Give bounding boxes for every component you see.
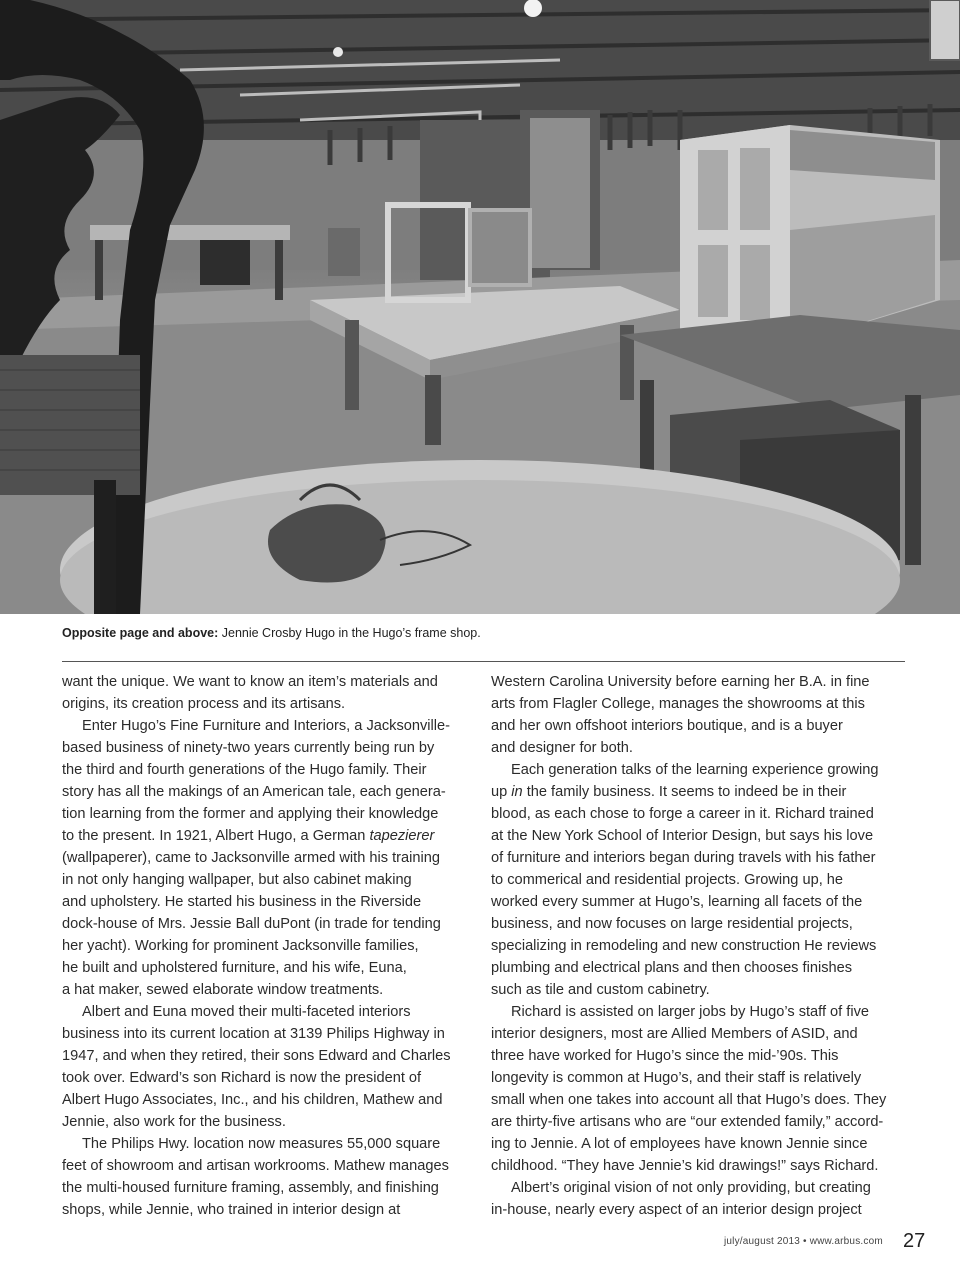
text-line: tion learning from the former and applying their knowledge (62, 806, 439, 822)
text-line: Enter Hugo’s Fine Furniture and Interiors, a Jacksonville- (82, 718, 450, 734)
text-line: based business of ninety-two years currently being run by (62, 740, 435, 756)
text-line: such as tile and custom cabinetry. (491, 982, 710, 998)
text-line: worked every summer at Hugo’s, learning all facets of the (491, 894, 863, 910)
text-line: small when one takes into account all that Hugo’s does. They (491, 1092, 887, 1108)
text-line: business into its current location at 3139 Philips Highway in (62, 1026, 445, 1042)
text-line: the multi-housed furniture framing, assembly, and finishing (62, 1180, 439, 1196)
italic-term: tapezierer (369, 828, 435, 844)
text-line: Each generation talks of the learning experience growing (511, 762, 879, 778)
text-line: and designer for both. (491, 740, 633, 756)
text-line: in-house, nearly every aspect of an interior design project (491, 1202, 862, 1218)
text-line: in not only hanging wallpaper, but also cabinet making (62, 872, 412, 888)
text-line: arts from Flagler College, manages the showrooms at this (491, 696, 865, 712)
text-line: The Philips Hwy. location now measures 55,000 square (82, 1136, 441, 1152)
text-line: a hat maker, sewed elaborate window treatments. (62, 982, 384, 998)
text-line: interior designers, most are Allied Members of ASID, and (491, 1026, 858, 1042)
text-line: shops, while Jennie, who trained in interior design at (62, 1202, 401, 1218)
text-line: childhood. “They have Jennie’s kid drawings!” says Richard. (491, 1158, 879, 1174)
text-line: Jennie, also work for the business. (62, 1114, 286, 1130)
text-line: three have worked for Hugo’s since the mid-’90s. This (491, 1048, 839, 1064)
text-run: up (491, 784, 512, 800)
caption-text: Jennie Crosby Hugo in the Hugo’s frame shop. (218, 626, 481, 640)
caption-lead: Opposite page and above: (62, 626, 219, 640)
photo-caption (62, 626, 922, 640)
text-line (62, 825, 467, 847)
text-line: Richard is assisted on larger jobs by Hugo’s staff of five (511, 1004, 869, 1020)
text-line: Albert Hugo Associates, Inc., and his children, Mathew and (62, 1092, 443, 1108)
caption-divider (62, 661, 905, 662)
text-line: he built and upholstered furniture, and his wife, Euna, (62, 960, 407, 976)
article-right-column (491, 671, 896, 1221)
text-line: Albert’s original vision of not only providing, but creating (511, 1180, 871, 1196)
text-line: longevity is common at Hugo’s, and their staff is relatively (491, 1070, 862, 1086)
text-line: specializing in remodeling and new construction He reviews (491, 938, 877, 954)
text-line: and her own offshoot interiors boutique, and is a buyer (491, 718, 843, 734)
text-line: at the New York School of Interior Design, but says his love (491, 828, 874, 844)
italic-term: in (511, 784, 523, 800)
text-line: want the unique. We want to know an item’s materials and (62, 674, 438, 690)
text-line: business, and now focuses on large residential projects, (491, 916, 853, 932)
text-line: origins, its creation process and its artisans. (62, 696, 346, 712)
text-line: 1947, and when they retired, their sons Edward and Charles (62, 1048, 451, 1064)
article-left-column (62, 671, 467, 1221)
text-line (491, 781, 896, 803)
text-line: Albert and Euna moved their multi-faceted interiors (82, 1004, 411, 1020)
page-number: 27 (903, 1230, 926, 1252)
text-line: plumbing and electrical plans and then chooses finishes (491, 960, 853, 976)
workshop-photo-illustration (0, 0, 960, 614)
text-line: took over. Edward’s son Richard is now the president of (62, 1070, 422, 1086)
text-run: to the present. In 1921, Albert Hugo, a German (62, 828, 370, 844)
text-line: the third and fourth generations of the Hugo family. Their (62, 762, 427, 778)
text-line: to commerical and residential projects. Growing up, he (491, 872, 844, 888)
text-line: and upholstery. He started his business in the Riverside (62, 894, 422, 910)
text-line: Western Carolina University before earning her B.A. in fine (491, 674, 870, 690)
text-line: feet of showroom and artisan workrooms. Mathew manages (62, 1158, 449, 1174)
text-line: blood, as each chose to forge a career in it. Richard trained (491, 806, 874, 822)
text-line: are thirty-five artisans who are “our extended family,” accord- (491, 1114, 884, 1130)
text-run: the family business. It seems to indeed be in their (522, 784, 847, 800)
folio-line: july/august 2013 • www.arbus.com (724, 1236, 883, 1247)
text-line: story has all the makings of an American tale, each genera- (62, 784, 446, 800)
text-line: dock-house of Mrs. Jessie Ball duPont (in trade for tending (62, 916, 441, 932)
text-line: of furniture and interiors began during travels with his father (491, 850, 876, 866)
text-line: (wallpaperer), came to Jacksonville armed with his training (62, 850, 440, 866)
text-line: ing to Jennie. A lot of employees have known Jennie since (491, 1136, 868, 1152)
workshop-photo (0, 0, 960, 614)
text-line: her yacht). Working for prominent Jacksonville families, (62, 938, 419, 954)
